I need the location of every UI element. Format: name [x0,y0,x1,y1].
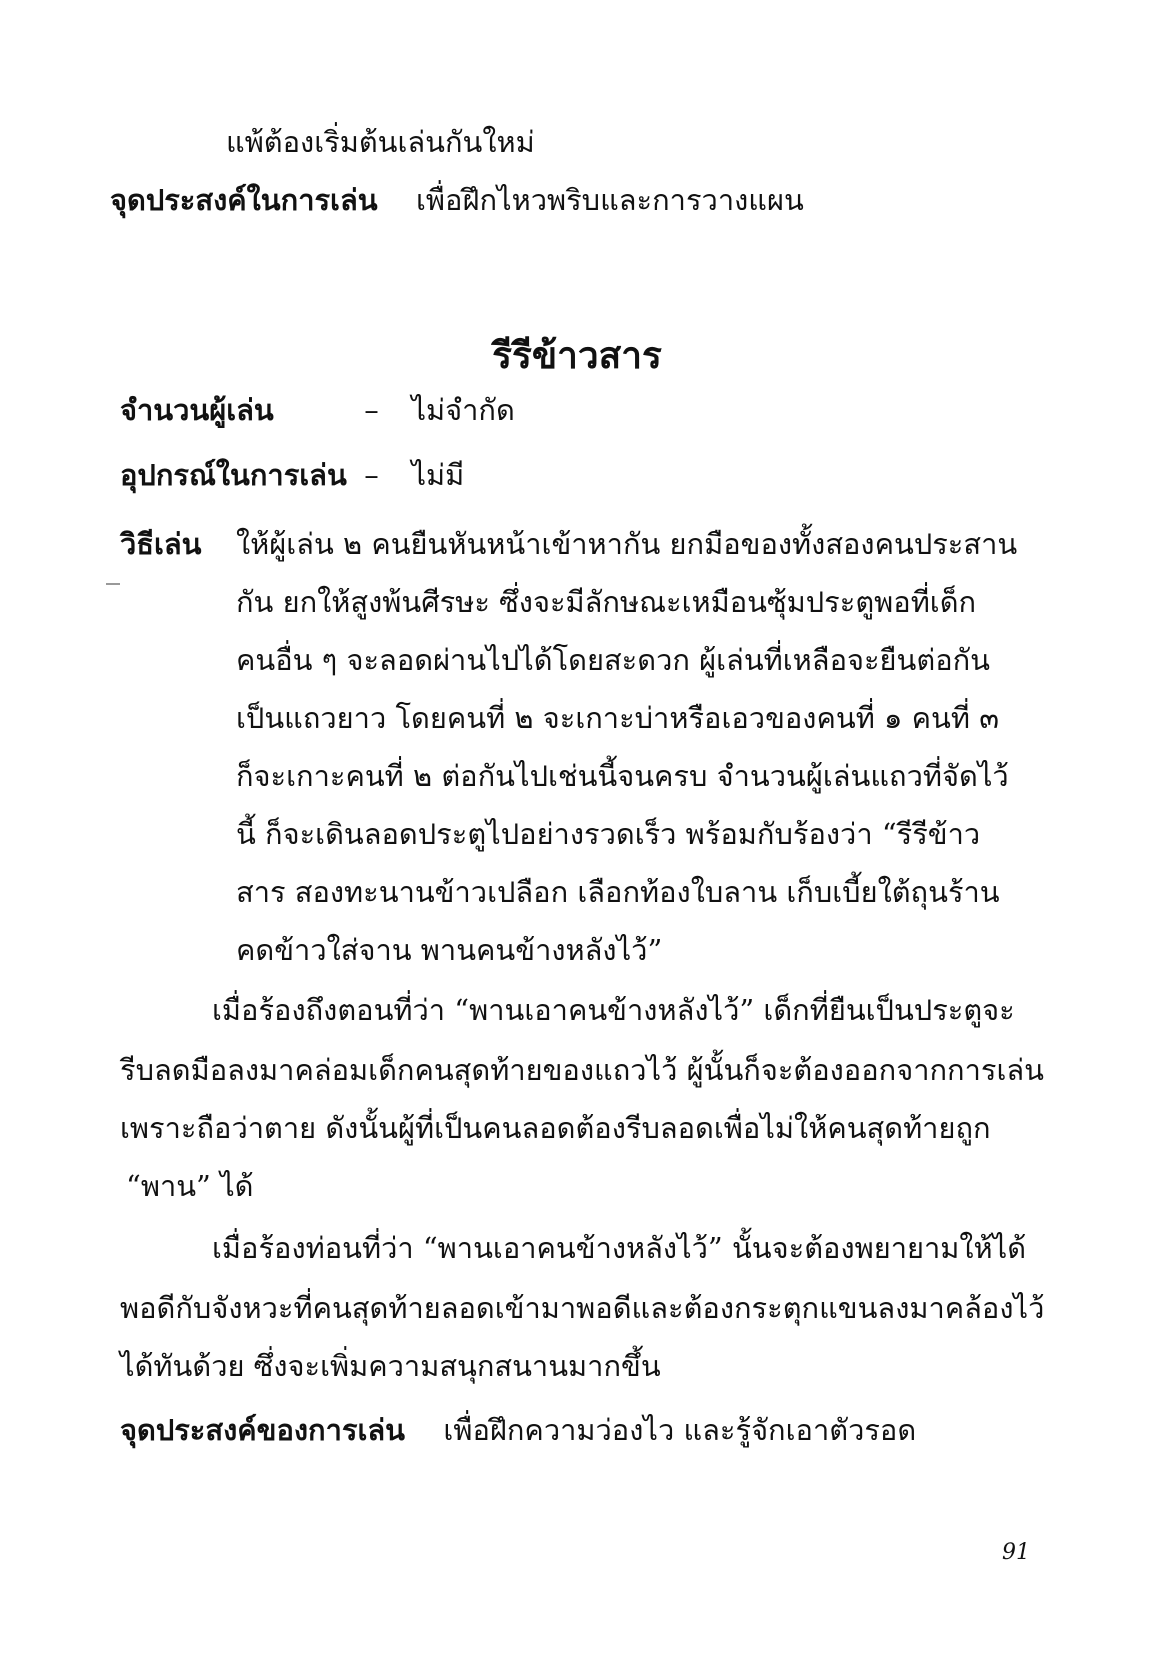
para1-line: รีบลดมือลงมาคล่อมเด็กคนสุดท้ายของแถวไว้ ผู้นั้นก็จะต้องออกจากการเล่น [120,1053,1044,1087]
equipment-label: อุปกรณ์ในการเล่น [120,458,347,492]
equipment-value: ไม่มี [411,458,465,492]
para1-line: “พาน” ได้ [126,1169,254,1203]
purpose-label: จุดประสงค์ในการเล่น [110,183,378,217]
players-dash: – [364,393,379,427]
page-number: 91 [1002,1540,1030,1565]
method-line: นี้ ก็จะเดินลอดประตูไปอย่างรวดเร็ว พร้อมกับร้องว่า “รีรีข้าว [236,817,981,851]
equipment-row [120,455,464,495]
section-title: รีรีข้าวสาร [492,333,662,377]
players-label: จำนวนผู้เล่น [120,393,274,427]
margin-mark [106,583,120,585]
players-value: ไม่จำกัด [411,393,515,427]
method-line: คดข้าวใส่จาน พานคนข้างหลังไว้” [236,933,663,967]
para2-line: ได้ทันด้วย ซึ่งจะเพิ่มความสนุกสนานมากขึ้น [120,1349,661,1383]
method-line: เป็นแถวยาว โดยคนที่ ๒ จะเกาะบ่าหรือเอวของคนที่ ๑ คนที่ ๓ [236,701,1000,735]
para2-line: พอดีกับจังหวะที่คนสุดท้ายลอดเข้ามาพอดีและต้องกระตุกแขนลงมาคล้องไว้ [120,1291,1045,1325]
purpose-text: เพื่อฝึกไหวพริบและการวางแผน [416,183,804,217]
method-line: ก็จะเกาะคนที่ ๒ ต่อกันไปเช่นนี้จนครบ จำนวนผู้เล่นแถวที่จัดไว้ [236,759,1009,793]
method-label: วิธีเล่น [120,527,202,561]
players-row [120,390,515,430]
purpose-text: เพื่อฝึกความว่องไว และรู้จักเอาตัวรอด [443,1413,917,1447]
para2-line: เมื่อร้องท่อนที่ว่า “พานเอาคนข้างหลังไว้” นั้นจะต้องพยายามให้ได้ [212,1231,1027,1265]
para1-line: เพราะถือว่าตาย ดังนั้นผู้ที่เป็นคนลอดต้องรีบลอดเพื่อไม่ให้คนสุดท้ายถูก [120,1111,991,1145]
method-line: สาร สองทะนานข้าวเปลือก เลือกท้องใบลาน เก็บเบี้ยใต้ถุนร้าน [236,875,1000,909]
intro-line: แพ้ต้องเริ่มต้นเล่นกันใหม่ [226,125,535,159]
purpose-line-top [110,180,804,220]
method-line: ให้ผู้เล่น ๒ คนยืนหันหน้าเข้าหากัน ยกมือของทั้งสองคนประสาน [236,527,1018,561]
equipment-dash: – [364,458,379,492]
para1-line: เมื่อร้องถึงตอนที่ว่า “พานเอาคนข้างหลังไว้” เด็กที่ยืนเป็นประตูจะ [212,993,1015,1027]
method-line: คนอื่น ๆ จะลอดผ่านไปได้โดยสะดวก ผู้เล่นที่เหลือจะยืนต่อกัน [236,643,990,677]
purpose-label: จุดประสงค์ของการเล่น [120,1413,405,1447]
purpose-line-bottom [120,1410,916,1450]
method-line: กัน ยกให้สูงพ้นศีรษะ ซึ่งจะมีลักษณะเหมือนซุ้มประตูพอที่เด็ก [236,585,977,619]
